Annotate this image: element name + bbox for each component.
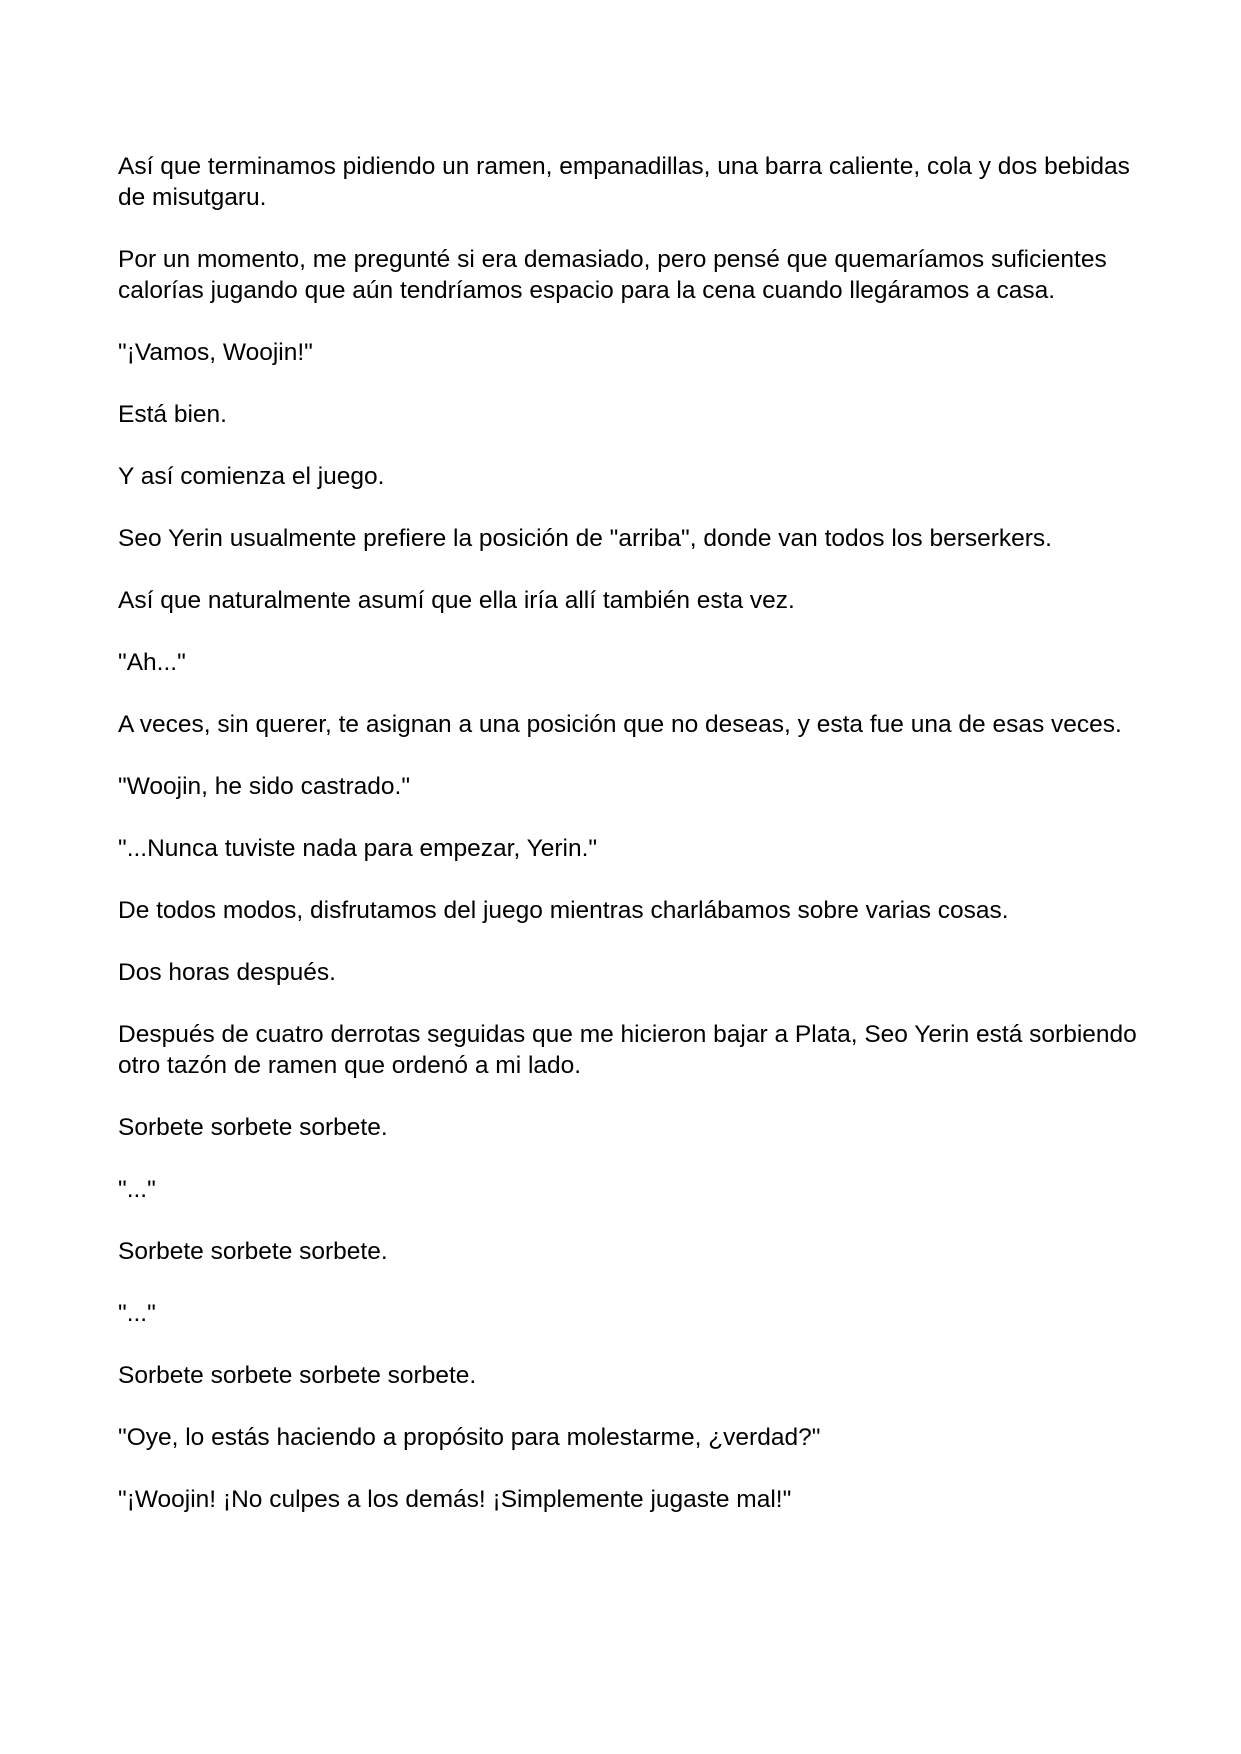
paragraph: "...": [118, 1300, 156, 1327]
paragraph: "¡Woojin! ¡No culpes a los demás! ¡Simplemente jugaste mal!": [118, 1486, 792, 1513]
paragraph: "¡Vamos, Woojin!": [118, 339, 313, 366]
paragraph: Por un momento, me pregunté si era demasiado, pero pensé que quemaríamos suficientes calorías jugando que aún tendríamos espacio para la cena cuando llegáramos a casa.: [118, 246, 1107, 304]
paragraph: Dos horas después.: [118, 959, 336, 986]
paragraph: Sorbete sorbete sorbete.: [118, 1114, 388, 1141]
paragraph: Y así comienza el juego.: [118, 463, 385, 490]
paragraph: Seo Yerin usualmente prefiere la posición de "arriba", donde van todos los berserkers.: [118, 525, 1052, 552]
paragraph: A veces, sin querer, te asignan a una posición que no deseas, y esta fue una de esas veces.: [118, 711, 1122, 738]
paragraph: Así que terminamos pidiendo un ramen, empanadillas, una barra caliente, cola y dos bebidas de misutgaru.: [118, 153, 1130, 211]
paragraph: "Woojin, he sido castrado.": [118, 773, 411, 800]
paragraph: De todos modos, disfrutamos del juego mientras charlábamos sobre varias cosas.: [118, 897, 1009, 924]
paragraph: Sorbete sorbete sorbete.: [118, 1238, 388, 1265]
document-body: [118, 151, 1138, 1546]
paragraph: "...": [118, 1176, 156, 1203]
paragraph: Después de cuatro derrotas seguidas que me hicieron bajar a Plata, Seo Yerin está sorbiendo otro tazón de ramen que ordenó a mi lado.: [118, 1021, 1137, 1079]
paragraph: "...Nunca tuviste nada para empezar, Yerin.": [118, 835, 598, 862]
paragraph: "Ah...": [118, 649, 186, 676]
paragraph: Así que naturalmente asumí que ella iría allí también esta vez.: [118, 587, 795, 614]
paragraph: "Oye, lo estás haciendo a propósito para molestarme, ¿verdad?": [118, 1424, 821, 1451]
paragraph: Sorbete sorbete sorbete sorbete.: [118, 1362, 477, 1389]
paragraph: Está bien.: [118, 401, 227, 428]
